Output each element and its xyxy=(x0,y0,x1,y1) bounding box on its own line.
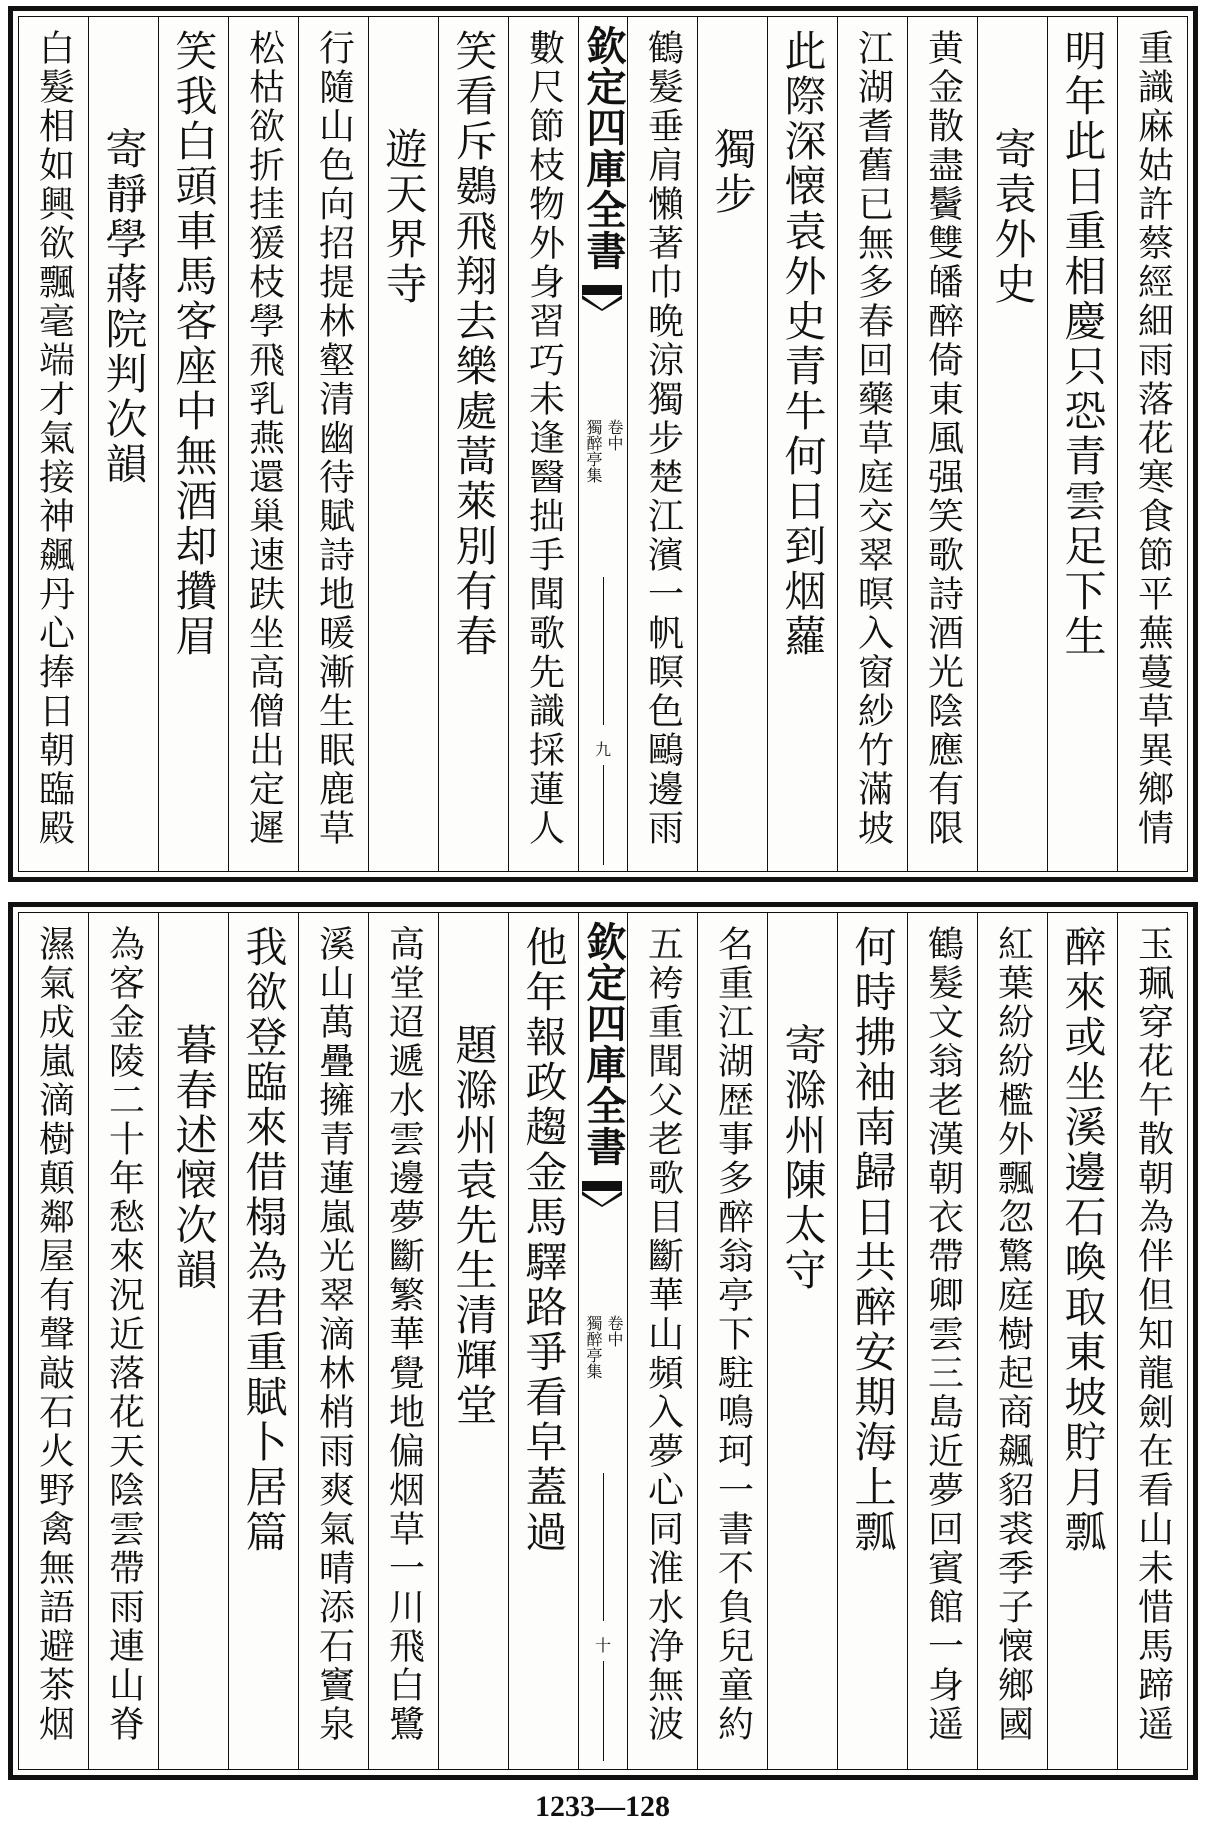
poem-title: 獨步 xyxy=(708,127,758,217)
fold-rule xyxy=(603,577,604,725)
text-column xyxy=(627,913,697,1769)
text-column xyxy=(438,913,508,1769)
text-column xyxy=(508,913,578,1769)
poem-line: 笑我白頭車馬客座中無酒却攢眉 xyxy=(169,29,219,659)
poem-line: 我欲登臨來借榻為君重賦卜居篇 xyxy=(239,925,289,1555)
text-column xyxy=(158,913,228,1769)
book-name: 獨醉亭集 xyxy=(584,1315,603,1379)
book-name: 獨醉亭集 xyxy=(584,419,603,483)
center-fold-column xyxy=(578,913,627,1769)
poem-line: 高堂迢遞水雲邊夢斷繁華覺地偏烟草一川飛白鷺 xyxy=(383,925,425,1744)
poem-line: 數尺節枝物外身習巧未逢醫拙手聞歌先識採蓮人 xyxy=(523,29,565,848)
text-column xyxy=(228,17,298,871)
poem-line: 明年此日重相慶只恐青雲足下生 xyxy=(1058,29,1108,659)
poem-line: 何時拂袖南歸日共醉安期海上瓢 xyxy=(848,925,898,1555)
poem-title: 寄滁州陳太守 xyxy=(778,1023,828,1293)
text-column xyxy=(697,913,767,1769)
text-column xyxy=(158,17,228,871)
poem-line: 行隨山色向招提林壑清幽待賦詩地暖漸生眠鹿草 xyxy=(313,29,355,848)
text-column xyxy=(508,17,578,871)
poem-line: 白髮相如興欲飄毫端才氣接神飆丹心捧日朝臨殿 xyxy=(33,29,75,848)
text-column xyxy=(368,913,438,1769)
text-column xyxy=(88,17,158,871)
text-column xyxy=(19,17,88,871)
poem-line: 紅葉紛紛檻外飄忽驚庭樹起商飆貂裘季子懐鄉國 xyxy=(992,925,1034,1744)
poem-line: 為客金陵二十年愁來況近落花天陰雲帶雨連山脊 xyxy=(103,925,145,1744)
poem-title: 寄靜學蔣院判次韻 xyxy=(99,127,149,487)
text-column xyxy=(1047,17,1117,871)
poem-line: 鶴髮文翁老漢朝衣帶卿雲三島近夢回賓館一身遥 xyxy=(922,925,964,1744)
poem-line: 鶴髮垂肩懶著巾晩涼獨步楚江濱一帆暝色鷗邊雨 xyxy=(642,29,684,848)
page-number: 九 xyxy=(594,740,612,759)
text-column xyxy=(977,17,1047,871)
text-column xyxy=(907,913,977,1769)
text-column xyxy=(228,913,298,1769)
top-page-columns xyxy=(18,16,1188,872)
poem-title: 題滁州袁先生清輝堂 xyxy=(449,1023,499,1428)
text-column xyxy=(767,17,837,871)
poem-title: 暮春述懐次韻 xyxy=(169,1023,219,1293)
poem-line: 笑看斥鷃飛翔去樂處蒿萊別有春 xyxy=(449,29,499,659)
fold-rule xyxy=(603,765,604,865)
poem-line: 玉珮穿花午散朝為伴但知龍劍在看山未惜馬蹄遥 xyxy=(1132,925,1174,1744)
poem-line: 黄金散盡鬢雙皤醉倚東風强笑歌詩酒光陰應有限 xyxy=(922,29,964,848)
text-column xyxy=(298,17,368,871)
text-column xyxy=(19,913,88,1769)
top-page xyxy=(8,6,1198,882)
fish-tail-mark-icon xyxy=(582,1181,622,1207)
poem-line: 江湖耆舊已無多春回藥草庭交翠暝入窗紗竹滿坡 xyxy=(852,29,894,848)
text-column xyxy=(1117,17,1187,871)
text-column xyxy=(368,17,438,871)
text-column xyxy=(767,913,837,1769)
poem-line: 醉來或坐溪邊石喚取東坡貯月瓢 xyxy=(1058,925,1108,1555)
poem-title: 寄袁外史 xyxy=(988,127,1038,307)
text-column xyxy=(837,17,907,871)
fold-rule xyxy=(603,1473,604,1621)
collection-title: 欽定四庫全書 xyxy=(580,25,627,271)
fold-rule xyxy=(603,1661,604,1761)
bottom-page xyxy=(8,902,1198,1780)
text-column xyxy=(438,17,508,871)
text-column xyxy=(1047,913,1117,1769)
fish-tail-mark-icon xyxy=(582,285,622,311)
text-column xyxy=(697,17,767,871)
text-column xyxy=(837,913,907,1769)
text-column xyxy=(1117,913,1187,1769)
poem-line: 名重江湖歴事多醉翁亭下駐鳴珂一書不負兒童約 xyxy=(712,925,754,1744)
poem-line: 五袴重聞父老歌目斷華山頻入夢心同淮水浄無波 xyxy=(642,925,684,1744)
page-number: 十 xyxy=(594,1636,612,1655)
poem-line: 此際深懐袁外史青牛何日到烟蘿 xyxy=(778,29,828,659)
text-column xyxy=(907,17,977,871)
poem-line: 溪山萬疊擁青蓮嵐光翠滴林梢雨爽氣晴添石竇泉 xyxy=(313,925,355,1744)
poem-title: 遊天界寺 xyxy=(379,127,429,307)
text-column xyxy=(88,913,158,1769)
text-column xyxy=(298,913,368,1769)
text-column xyxy=(977,913,1047,1769)
volume-label: 卷中 xyxy=(605,1315,624,1347)
text-column xyxy=(627,17,697,871)
poem-line: 濕氣成嵐滴樹顛鄰屋有聲敲石火野禽無語避茶烟 xyxy=(33,925,75,1744)
poem-line: 重識麻姑許蔡經細雨落花寒食節平蕪蔓草異鄉情 xyxy=(1132,29,1174,848)
collection-title: 欽定四庫全書 xyxy=(580,921,627,1167)
page-footer-number: 1233—128 xyxy=(535,1790,670,1823)
poem-line: 松枯欲折挂猨枝學飛乳燕還巢速趺坐高僧出定遲 xyxy=(243,29,285,848)
poem-line: 他年報政趨金馬驛路爭看皁蓋過 xyxy=(519,925,569,1555)
bottom-page-columns xyxy=(18,912,1188,1770)
center-fold-column xyxy=(578,17,627,871)
volume-label: 卷中 xyxy=(605,419,624,451)
